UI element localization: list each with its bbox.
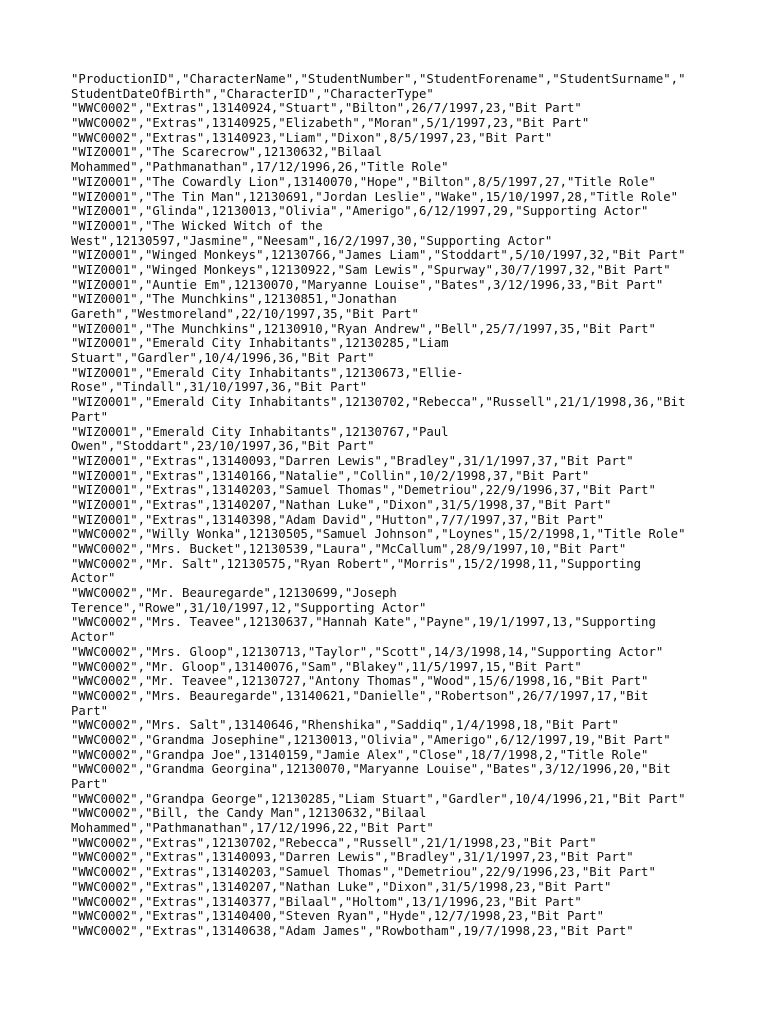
csv-line: "WWC0002","Mr. Beauregarde",12130699,"Joseph xyxy=(71,586,397,601)
csv-line: "WWC0002","Extras",13140925,"Elizabeth","Moran",5/1/1997,23,"Bit Part" xyxy=(71,116,590,131)
csv-line: Part" xyxy=(71,703,109,718)
csv-line: "WWC0002","Mrs. Teavee",12130637,"Hannah Kate","Payne",19/1/1997,13,"Supporting xyxy=(71,615,656,630)
csv-line: "WWC0002","Extras",13140093,"Darren Lewis","Bradley",31/1/1997,23,"Bit Part" xyxy=(71,850,634,865)
csv-line: "WWC0002","Bill, the Candy Man",12130632,"Bilaal xyxy=(71,806,427,821)
csv-line: "ProductionID","CharacterName","StudentNumber","StudentForename","StudentSurname"," xyxy=(71,72,686,86)
csv-line: "WWC0002","Mrs. Bucket",12130539,"Laura","McCallum",28/9/1997,10,"Bit Part" xyxy=(71,542,627,556)
csv-line: "WWC0002","Extras",13140638,"Adam James","Rowbotham",19/7/1998,23,"Bit Part" xyxy=(71,923,634,938)
csv-line: "WIZ0001","Extras",13140093,"Darren Lewis","Bradley",31/1/1997,37,"Bit Part" xyxy=(71,453,634,468)
csv-line: "WWC0002","Mr. Gloop",13140076,"Sam","Blakey",11/5/1997,15,"Bit Part" xyxy=(71,659,582,674)
csv-line: Part" xyxy=(71,409,109,424)
csv-line: "WWC0002","Willy Wonka",12130505,"Samuel Johnson","Loynes",15/2/1998,1,"Title Role" xyxy=(71,527,686,542)
csv-line: "WWC0002","Extras",13140924,"Stuart","Bilton",26/7/1997,23,"Bit Part" xyxy=(71,101,582,116)
csv-line: "WWC0002","Extras",13140400,"Steven Ryan","Hyde",12/7/1998,23,"Bit Part" xyxy=(71,909,605,924)
csv-line: "WIZ0001","The Cowardly Lion",13140070,"Hope","Bilton",8/5/1997,27,"Title Role" xyxy=(71,174,656,189)
csv-line: Mohammed","Pathmanathan",17/12/1996,22,"Bit Part" xyxy=(71,821,434,836)
csv-line: "WWC0002","Grandpa George",12130285,"Liam Stuart","Gardler",10/4/1996,21,"Bit Part" xyxy=(71,791,686,806)
csv-line: "WWC0002","Grandma Georgina",12130070,"Maryanne Louise","Bates",3/12/1996,20,"Bit xyxy=(71,762,671,777)
csv-line: "WIZ0001","Glinda",12130013,"Olivia","Amerigo",6/12/1997,29,"Supporting Actor" xyxy=(71,204,649,219)
csv-line: "WWC0002","Extras",13140377,"Bilaal","Holtom",13/1/1996,23,"Bit Part" xyxy=(71,894,582,909)
csv-line: "WIZ0001","The Scarecrow",12130632,"Bilaal xyxy=(71,145,382,160)
csv-line: "WIZ0001","The Munchkins",12130851,"Jonathan xyxy=(71,292,397,307)
csv-line: Owen","Stoddart",23/10/1997,36,"Bit Part" xyxy=(71,439,375,454)
csv-line: "WIZ0001","Extras",13140207,"Nathan Luke","Dixon",31/5/1998,37,"Bit Part" xyxy=(71,497,612,512)
csv-line: "WWC0002","Mrs. Salt",13140646,"Rhenshika","Saddiq",1/4/1998,18,"Bit Part" xyxy=(71,718,619,733)
csv-line: Rose","Tindall",31/10/1997,36,"Bit Part" xyxy=(71,380,368,395)
csv-line: "WIZ0001","Extras",13140166,"Natalie","Collin",10/2/1998,37,"Bit Part" xyxy=(71,468,590,483)
csv-line: "WIZ0001","Emerald City Inhabitants",12130673,"Ellie- xyxy=(71,365,464,380)
csv-line: Gareth","Westmoreland",22/10/1997,35,"Bit Part" xyxy=(71,307,419,321)
csv-line: "WWC0002","Mr. Salt",12130575,"Ryan Robert","Morris",15/2/1998,11,"Supporting xyxy=(71,556,642,571)
csv-line: Terence","Rowe",31/10/1997,12,"Supporting Actor" xyxy=(71,600,427,615)
csv-line: "WIZ0001","The Tin Man",12130691,"Jordan Leslie","Wake",15/10/1997,28,"Title Role" xyxy=(71,189,679,204)
csv-line: "WWC0002","Grandma Josephine",12130013,"Olivia","Amerigo",6/12/1997,19,"Bit Part" xyxy=(71,732,671,747)
csv-line: "WIZ0001","Winged Monkeys",12130766,"James Liam","Stoddart",5/10/1997,32,"Bit Part" xyxy=(71,248,686,263)
csv-line: "WWC0002","Mrs. Gloop",12130713,"Taylor","Scott",14/3/1998,14,"Supporting Actor" xyxy=(71,644,664,659)
csv-line: "WIZ0001","Winged Monkeys",12130922,"Sam Lewis","Spurway",30/7/1997,32,"Bit Part" xyxy=(71,262,671,277)
csv-line: "WWC0002","Extras",13140923,"Liam","Dixon",8/5/1997,23,"Bit Part" xyxy=(71,130,553,145)
csv-line: StudentDateOfBirth","CharacterID","CharacterType" xyxy=(71,86,434,101)
csv-line: "WWC0002","Grandpa Joe",13140159,"Jamie Alex","Close",18/7/1998,2,"Title Role" xyxy=(71,747,649,762)
csv-line: Mohammed","Pathmanathan",17/12/1996,26,"Title Role" xyxy=(71,160,449,175)
csv-line: "WIZ0001","Emerald City Inhabitants",12130702,"Rebecca","Russell",21/1/1998,36,"Bit xyxy=(71,395,686,410)
csv-line: Stuart","Gardler",10/4/1996,36,"Bit Part" xyxy=(71,351,375,366)
csv-line: "WIZ0001","The Wicked Witch of the xyxy=(71,218,323,233)
csv-line: "WWC0002","Extras",13140207,"Nathan Luke","Dixon",31/5/1998,23,"Bit Part" xyxy=(71,879,612,894)
csv-line: "WWC0002","Mrs. Beauregarde",13140621,"Danielle","Robertson",26/7/1997,17,"Bit xyxy=(71,688,649,703)
csv-line: West",12130597,"Jasmine","Neesam",16/2/1997,30,"Supporting Actor" xyxy=(71,233,553,248)
csv-line: "WIZ0001","Emerald City Inhabitants",12130767,"Paul xyxy=(71,424,449,439)
csv-line: Actor" xyxy=(71,630,116,645)
csv-text-body xyxy=(71,72,701,939)
csv-line: Actor" xyxy=(71,571,116,586)
csv-line: "WIZ0001","Extras",13140203,"Samuel Thomas","Demetriou",22/9/1996,37,"Bit Part" xyxy=(71,483,656,498)
csv-line: "WWC0002","Extras",13140203,"Samuel Thomas","Demetriou",22/9/1996,23,"Bit Part" xyxy=(71,865,656,880)
csv-line: "WIZ0001","Emerald City Inhabitants",12130285,"Liam xyxy=(71,336,449,351)
csv-line: Part" xyxy=(71,777,109,791)
csv-line: "WIZ0001","The Munchkins",12130910,"Ryan Andrew","Bell",25/7/1997,35,"Bit Part" xyxy=(71,321,656,336)
csv-line: "WWC0002","Extras",12130702,"Rebecca","Russell",21/1/1998,23,"Bit Part" xyxy=(71,835,597,850)
csv-line: "WWC0002","Mr. Teavee",12130727,"Antony Thomas","Wood",15/6/1998,16,"Bit Part" xyxy=(71,674,649,689)
csv-line: "WIZ0001","Extras",13140398,"Adam David","Hutton",7/7/1997,37,"Bit Part" xyxy=(71,512,605,527)
csv-line: "WIZ0001","Auntie Em",12130070,"Maryanne Louise","Bates",3/12/1996,33,"Bit Part" xyxy=(71,277,664,292)
